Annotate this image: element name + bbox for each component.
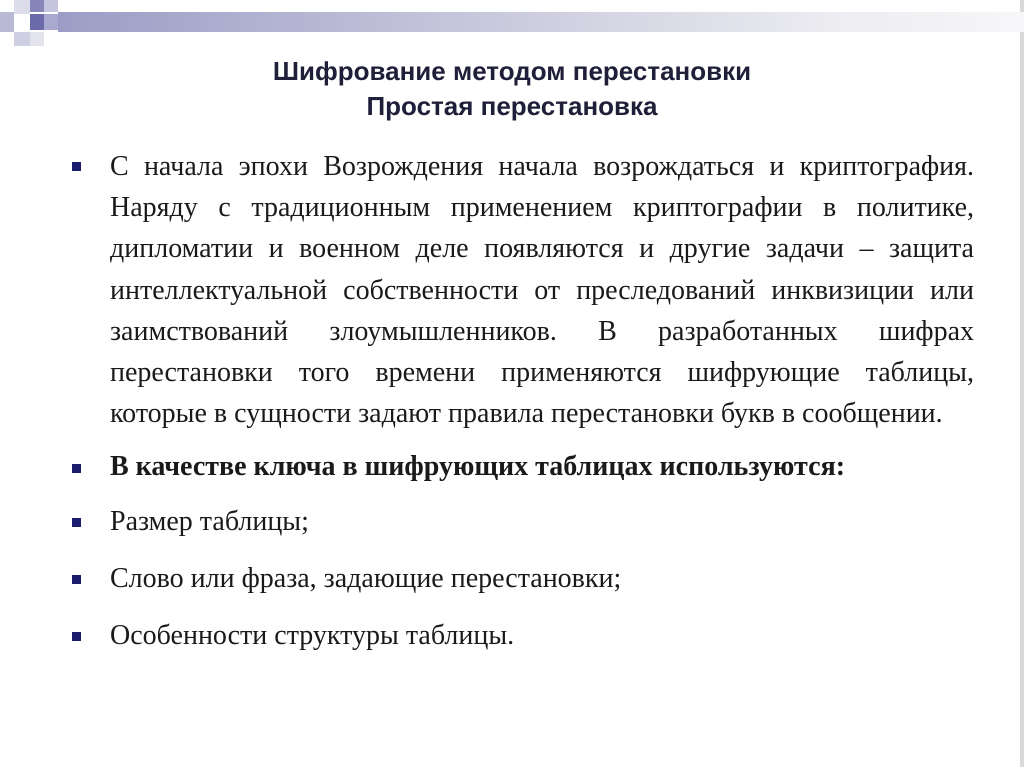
list-item [62,559,974,599]
bullet-text: В качестве ключа в шифрующих таблицах используются: [110,451,846,483]
square-bullet-icon [72,464,81,473]
deco-square [30,14,44,30]
title-line-2: Простая перестановка [366,91,658,121]
deco-square [44,14,58,30]
title-line-1: Шифрование методом перестановки [272,56,752,86]
bullet-text: Слово или фраза, задающие перестановки; [110,563,622,595]
deco-square [30,0,44,12]
header-bar [58,12,1024,32]
corner-decoration [0,0,1024,60]
list-item [62,616,974,656]
deco-square [14,0,30,14]
deco-square [0,12,14,32]
bullet-text: Особенности структуры таблицы. [110,620,515,652]
list-item [62,502,974,542]
square-bullet-icon [72,632,81,641]
square-bullet-icon [72,162,81,171]
deco-square [14,32,30,46]
list-item [62,146,974,434]
square-bullet-icon [72,575,81,584]
bullet-list [62,146,974,673]
slide-title [0,54,1024,124]
deco-square [30,32,44,46]
deco-square [44,0,58,12]
list-item [62,448,974,486]
bullet-text: Размер таблицы; [110,506,309,538]
square-bullet-icon [72,518,81,527]
bullet-text: С начала эпохи Возрождения начала возрождаться и криптография. Наряду с традиционным применением криптографии в политике, дипломатии и военном деле появляются и другие задачи – защита интеллектуальной собственности от преследований инквизиции или заимствований злоумышленников. В разработанных шифрах перестановки того времени применяются шифрующие таблицы, которые в сущности задают правила перестановки букв в сообщении. [110,151,974,430]
